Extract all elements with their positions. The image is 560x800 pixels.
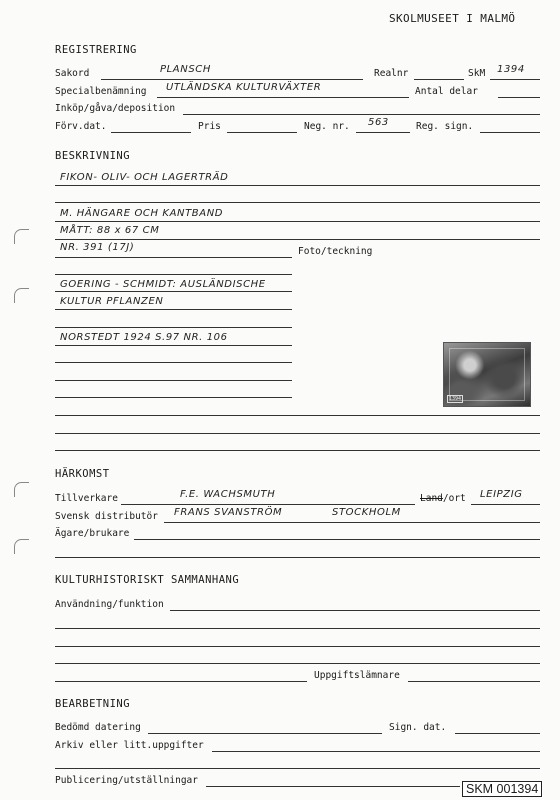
distributor-value: FRANS SVANSTRÖM	[174, 507, 283, 518]
beskrivning-line-4	[55, 239, 540, 240]
uppgiftslamnare-label: Uppgiftslämnare	[314, 670, 400, 681]
sakord-field-line	[101, 79, 363, 80]
binder-hole-mark	[14, 539, 29, 554]
kultur-line-3	[55, 646, 540, 647]
land-ort-label	[420, 493, 466, 504]
realnr-label: Realnr	[374, 68, 409, 79]
specialbenamning-value: UTLÄNDSKA KULTURVÄXTER	[166, 82, 322, 93]
beskrivning-text-5: GOERING - SCHMIDT: AUSLÄNDISCHE	[60, 279, 266, 290]
pris-field-line	[227, 132, 297, 133]
skm-value: 1394	[497, 64, 525, 75]
datering-field-line	[148, 733, 382, 734]
beskrivning-line-16	[55, 450, 540, 451]
harkomst-extra-line	[55, 557, 540, 558]
object-photo	[443, 342, 531, 407]
inkop-label: Inköp/gåva/deposition	[55, 103, 176, 114]
beskrivning-line-9	[55, 327, 292, 328]
publicering-field-line	[206, 786, 460, 787]
specialbenamning-label: Specialbenämning	[55, 86, 147, 97]
beskrivning-line-3	[55, 221, 540, 222]
publicering-label: Publicering/utställningar	[55, 775, 198, 786]
skm-field-line	[490, 79, 540, 80]
inkop-field-line	[183, 114, 540, 115]
beskrivning-line-15	[55, 433, 540, 434]
uppgiftslamnare-field-line	[408, 681, 540, 682]
regsign-label: Reg. sign.	[416, 121, 474, 132]
arkiv-label: Arkiv eller litt.uppgifter	[55, 740, 204, 751]
bearbetning-extra-line	[55, 768, 540, 769]
negnr-field-line	[356, 132, 410, 133]
binder-hole-mark	[14, 288, 29, 303]
land-ort-field-line	[471, 504, 540, 505]
antal-delar-field-line	[498, 97, 540, 98]
beskrivning-text-7: NORSTEDT 1924 S.97 NR. 106	[60, 332, 228, 343]
beskrivning-text-2: M. HÄNGARE OCH KANTBAND	[60, 208, 224, 219]
beskrivning-line-11	[55, 362, 292, 363]
negnr-value: 563	[368, 117, 389, 128]
skm-label: SkM	[468, 68, 486, 79]
beskrivning-line-14	[55, 415, 540, 416]
beskrivning-line-13	[55, 397, 292, 398]
specialbenamning-field-line	[157, 97, 409, 98]
anvandning-field-line	[170, 610, 540, 611]
land-ort-value: LEIPZIG	[480, 489, 523, 500]
museum-name: SKOLMUSEET I MALMÖ	[389, 12, 516, 25]
photo-number-tag: 1394	[449, 396, 462, 402]
beskrivning-line-6	[55, 274, 292, 275]
binder-hole-mark	[14, 229, 29, 244]
arkiv-field-line	[212, 751, 540, 752]
beskrivning-line-1	[55, 185, 540, 186]
archive-id-stamp: SKM 001394	[462, 781, 542, 797]
beskrivning-text-4: NR. 391 (17J)	[60, 242, 135, 253]
tillverkare-value: F.E. WACHSMUTH	[180, 489, 276, 500]
beskrivning-line-7	[55, 291, 292, 292]
antal-delar-label: Antal delar	[415, 86, 478, 97]
beskrivning-text-1: FIKON- OLIV- OCH LAGERTRÄD	[60, 172, 229, 183]
distributor-city: STOCKHOLM	[332, 507, 401, 518]
sakord-value: PLANSCH	[160, 64, 211, 75]
agare-field-line	[134, 539, 540, 540]
signdat-field-line	[455, 733, 540, 734]
beskrivning-line-10	[55, 345, 292, 346]
distributor-label: Svensk distributör	[55, 511, 158, 522]
beskrivning-line-8	[55, 309, 292, 310]
section-title-kultur: KULTURHISTORISKT SAMMANHANG	[55, 574, 240, 586]
negnr-label: Neg. nr.	[304, 121, 350, 132]
beskrivning-line-5	[55, 257, 292, 258]
forvdat-label: Förv.dat.	[55, 121, 107, 132]
section-title-beskrivning: BESKRIVNING	[55, 150, 131, 162]
realnr-field-line	[414, 79, 464, 80]
tillverkare-field-line	[121, 504, 415, 505]
ort-label: /ort	[442, 493, 466, 504]
beskrivning-text-6: KULTUR PFLANZEN	[60, 296, 164, 307]
distributor-field-line	[164, 522, 540, 523]
foto-teckning-label: Foto/teckning	[298, 246, 373, 257]
section-title-bearbetning: BEARBETNING	[55, 698, 131, 710]
land-label-struck: Land	[420, 493, 443, 504]
signdat-label: Sign. dat.	[389, 722, 447, 733]
regsign-field-line	[480, 132, 540, 133]
agare-label: Ägare/brukare	[55, 528, 130, 539]
kultur-line-4	[55, 663, 540, 664]
beskrivning-line-2	[55, 202, 540, 203]
section-title-harkomst: HÄRKOMST	[55, 468, 110, 480]
beskrivning-line-12	[55, 380, 292, 381]
beskrivning-text-3: MÅTT: 88 x 67 CM	[60, 225, 160, 236]
section-title-registrering: REGISTRERING	[55, 44, 137, 56]
datering-label: Bedömd datering	[55, 722, 141, 733]
pris-label: Pris	[198, 121, 221, 132]
anvandning-label: Användning/funktion	[55, 599, 164, 610]
tillverkare-label: Tillverkare	[55, 493, 118, 504]
kultur-line-2	[55, 628, 540, 629]
sakord-label: Sakord	[55, 68, 90, 79]
kultur-line-5	[55, 681, 307, 682]
photo-frame	[449, 348, 525, 401]
forvdat-field-line	[111, 132, 191, 133]
binder-hole-mark	[14, 482, 29, 497]
